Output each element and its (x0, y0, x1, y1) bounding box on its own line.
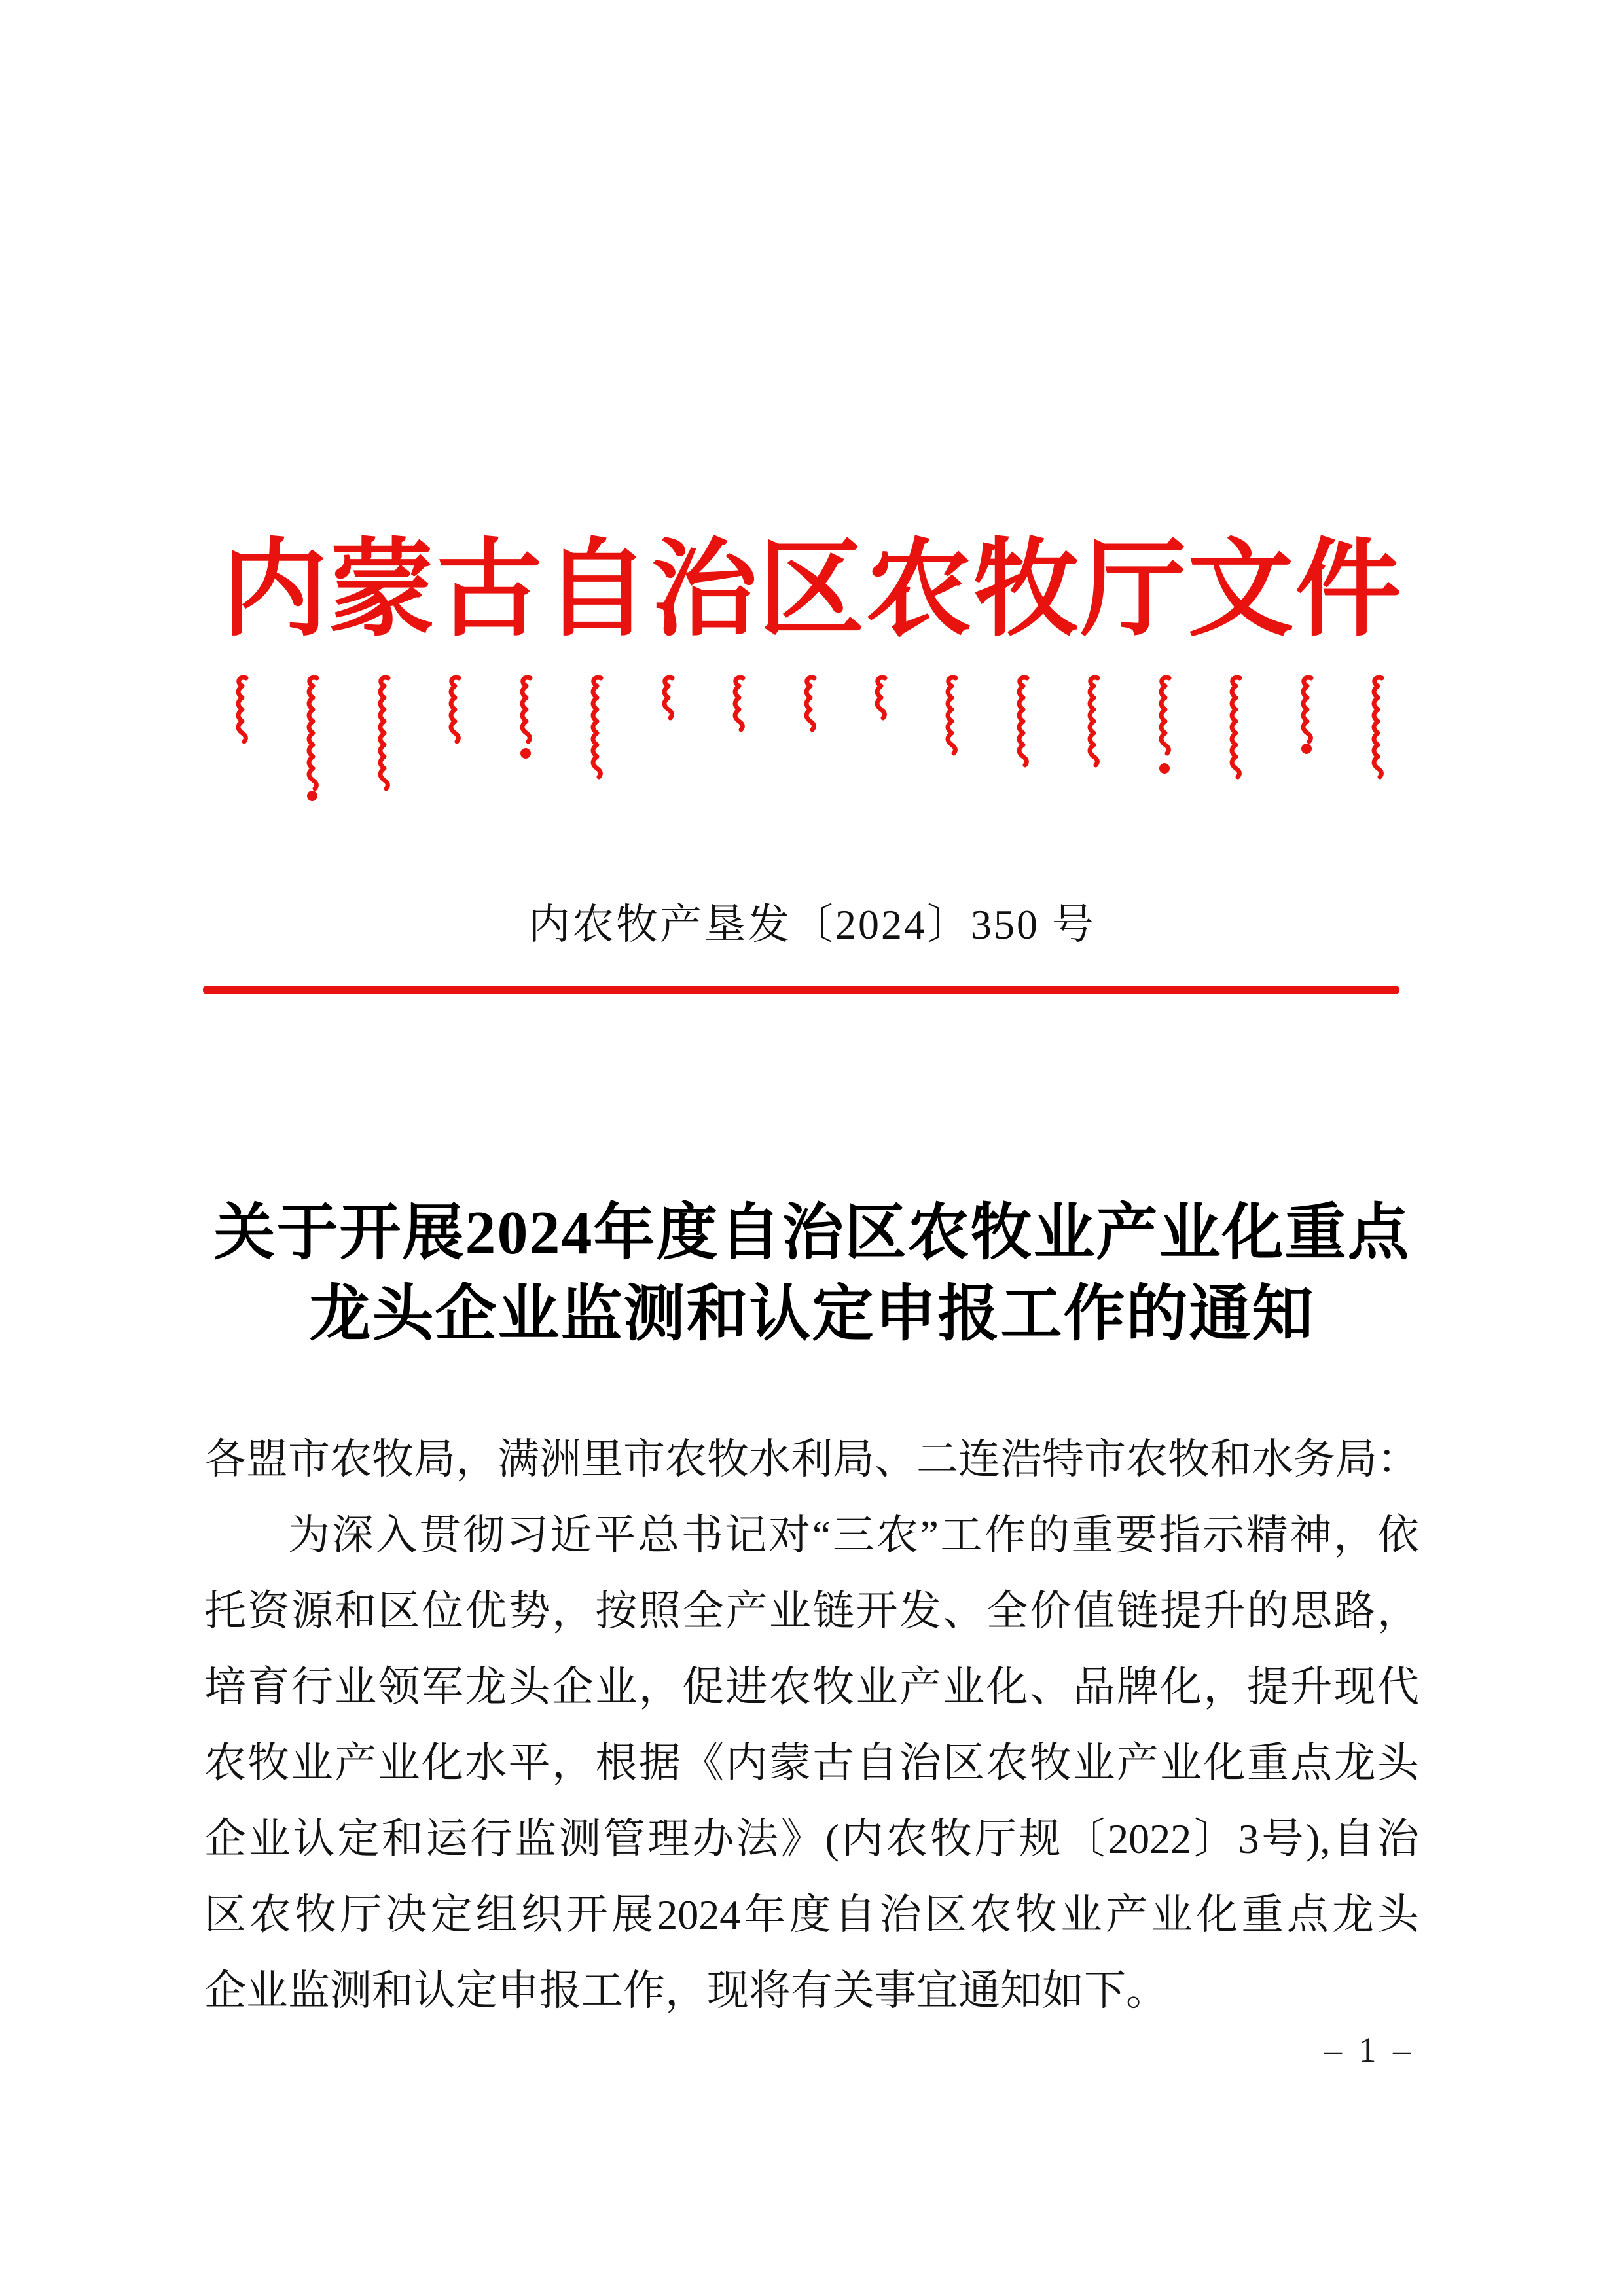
body-line: 企业监测和认定申报工作，现将有关事宜通知如下。 (204, 1967, 1168, 2014)
document-title (0, 1193, 1624, 1355)
mongolian-glyph-column (1297, 674, 1317, 758)
document-title-line-2: 龙头企业监测和认定申报工作的通知 (309, 1280, 1315, 1348)
doc-number: 内农牧产垦发〔2024〕350 号 (528, 901, 1096, 948)
agency-masthead-title: 内蒙古自治区农牧厅文件 (221, 532, 1403, 649)
body-line: 为深入贯彻习近平总书记对“三农”工作的重要指示精神，依 (288, 1512, 1419, 1558)
body-lines (204, 1422, 1419, 2029)
mongolian-glyph-column (1084, 674, 1104, 780)
mongolian-glyph-column (942, 674, 962, 771)
body-line: 农牧业产业化水平，根据《内蒙古自治区农牧业产业化重点龙头 (204, 1740, 1419, 1786)
mongolian-glyph-column (729, 674, 749, 744)
mongolian-glyph-column (659, 674, 678, 734)
document-title-line-1: 关于开展2024年度自治区农牧业产业化重点 (213, 1199, 1411, 1267)
body-line: 企业认定和运行监测管理办法》(内农牧厅规〔2022〕3号),自治 (204, 1816, 1419, 1862)
mongolian-script (232, 674, 1388, 834)
red-divider-rule (203, 986, 1399, 994)
mongolian-glyph-column (232, 674, 252, 763)
mongolian-glyph-column (303, 674, 323, 805)
mongolian-glyph-column (1155, 674, 1175, 778)
body-line: 各盟市农牧局，满洲里市农牧水利局、二连浩特市农牧和水务局： (204, 1436, 1419, 1482)
mongolian-glyph-column (871, 674, 891, 732)
body-line: 托资源和区位优势，按照全产业链开发、全价值链提升的思路， (204, 1588, 1419, 1634)
mongolian-glyph-column (1013, 674, 1033, 785)
body-line: 区农牧厅决定组织开展2024年度自治区农牧业产业化重点龙头 (204, 1892, 1419, 1938)
mongolian-glyph-column (1368, 674, 1388, 793)
mongolian-glyph-column (374, 674, 394, 808)
body-line: 培育行业领军龙头企业，促进农牧业产业化、品牌化，提升现代 (204, 1664, 1419, 1710)
mongolian-glyph-column (1226, 674, 1246, 797)
mongolian-glyph-column (587, 674, 607, 798)
mongolian-glyph-column (516, 674, 536, 762)
mongolian-glyph-column (445, 674, 465, 766)
page-number: – 1 – (1324, 2030, 1415, 2070)
mongolian-glyph-column (801, 674, 820, 753)
